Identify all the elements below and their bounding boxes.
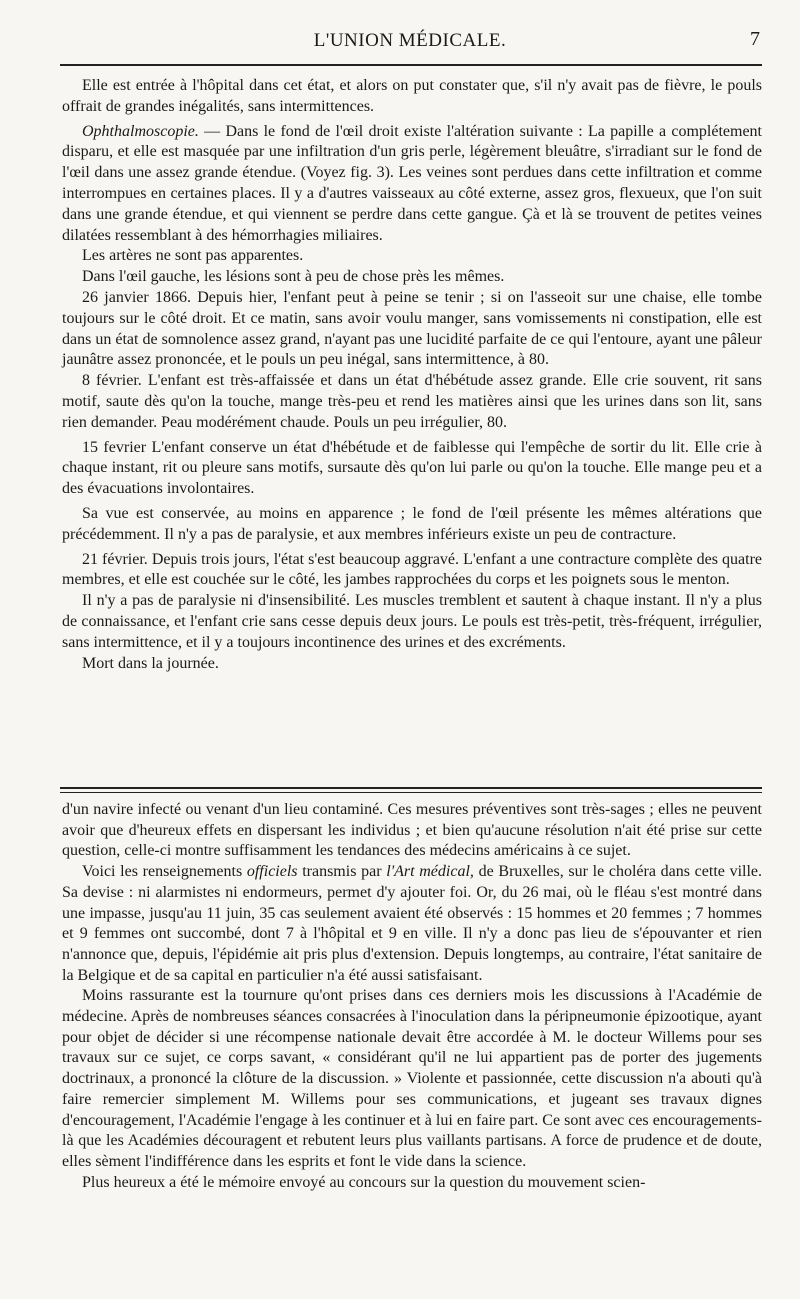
- paragraph: Sa vue est conservée, au moins en apparence ; le fond de l'œil présente les mêmes altérations que précédemment. Il n'y a pas de paralysie, et aux membres inférieurs existe un peu de contracture.: [62, 504, 762, 543]
- paragraph: d'un navire infecté ou venant d'un lieu contaminé. Ces mesures préventives sont très-sages ; elles ne peuvent avoir que d'heureux effets en dispersant les individus ; et bien qu'aucune résolution n'ait été prise sur cette question, celle-ci montre suffisamment les tendances des médecins américains à ce sujet.: [62, 801, 762, 860]
- paragraph: 21 février. Depuis trois jours, l'état s'est beaucoup aggravé. L'enfant a une contracture complète des quatre membres, et elle est couchée sur le côté, les jambes rapprochées du corps et les poignets sous le menton.: [62, 550, 762, 589]
- paragraph: Moins rassurante est la tournure qu'ont prises dans ces derniers mois les discussions à l'Académie de médecine. Après de nombreuses séances consacrées à l'inoculation dans la péripneumonie épizootique, ayant pour objet de décider si une récompense nationale devait être accordée à M. le docteur Willems pour ses travaux sur ce sujet, ce corps savant, « considérant qu'il ne lui appartient pas de porter des jugements doctrinaux, a prononcé la clôture de la discussion. » Violente et passionnée, cette discussion n'a abouti qu'à faire remercier simplement M. Willems pour ses communications, et jugeant ses travaux dignes d'encouragement, l'Académie l'engage à les continuer et à lui en faire part. Ce sont avec ces encouragements-là que les Académies découragent et rebutent leurs plus vaillants partisans. A force de prudence et de doute, elles sèment l'indifférence dans les esprits et font le vide dans la science.: [62, 987, 762, 1170]
- paragraph: 8 février. L'enfant est très-affaissée et dans un état d'hébétude assez grande. Elle crie souvent, rit sans motif, saute dès qu'on la touche, mange très-peu et rend les matières ainsi que les urines dans son lit, sans rien demander. Peau modérément chaude. Pouls un peu irrégulier, 80.: [62, 372, 762, 431]
- paragraph: Voici les renseignements officiels transmis par l'Art médical, de Bruxelles, sur le choléra dans cette ville. Sa devise : ni alarmistes ni endormeurs, permet d'y ajouter foi. Or, du 26 mai, où le fléau s'est montré dans une impasse, jusqu'au 11 juin, 35 cas seulement avaient été observés : 15 hommes et 20 femmes ; 7 hommes et 9 femmes ont succombé, dont 7 à l'hôpital et 9 en ville. Il n'y a donc pas lieu de s'épouvanter et rien n'annonce que, depuis, l'épidémie ait pris plus d'extension. Depuis longtemps, au contraire, l'état sanitaire de la Belgique et de sa capital en particulier n'a été aussi satisfaisant.: [62, 863, 763, 984]
- section-divider: [60, 787, 762, 793]
- paragraph: Mort dans la journée.: [82, 654, 219, 672]
- paragraph: Plus heureux a été le mémoire envoyé au concours sur la question du mouvement scien-: [82, 1173, 646, 1191]
- journal-title: L'UNION MÉDICALE.: [313, 30, 507, 51]
- case-report-section: [62, 76, 762, 674]
- paragraph-ophthalmoscopie: Ophthalmoscopie. — Dans le fond de l'œil droit existe l'altération suivante : La papille a complétement disparu, et elle est masquée par une infiltration d'un gris perle, légèrement bleuâtre, s'irradiant sur le fond de l'œil dans une assez grande étendue. (Voyez fig. 3). Les veines sont perdues dans cette infiltration et comme interrompues en certaines places. Il y a d'autres vaisseaux au côté externe, assez gros, flexueux, que l'on suit dans une grande étendue, et qui viennent se perdre dans cette gangue. Çà et là se trouvent de petites veines dilatées ressemblant à des hémorrhagies miliaires.: [62, 122, 762, 244]
- paragraph: 15 fevrier L'enfant conserve un état d'hébétude et de faiblesse qui l'empêche de sortir du lit. Elle crie à chaque instant, rit ou pleure sans motifs, sursaute dès qu'on lui parle ou qu'on la touche. Elle mange peu et a des évacuations involontaires.: [62, 438, 762, 498]
- paragraph: Elle est entrée à l'hôpital dans cet état, et alors on put constater que, s'il n'y avait pas de fièvre, le pouls offrait de grandes inégalités, sans intermittences.: [62, 77, 762, 115]
- paragraph: Il n'y a pas de paralysie ni d'insensibilité. Les muscles tremblent et sautent à chaque instant. Il n'y a plus de connaissance, et l'enfant crie sans cesse depuis deux jours. Le pouls est très-petit, très-fréquent, irrégulier, sans intermittence, et il y a toujours incontinence des urines et des excréments.: [62, 592, 762, 651]
- paragraph: Les artères ne sont pas apparentes.: [82, 247, 304, 265]
- paragraph: Dans l'œil gauche, les lésions sont à peu de chose près les mêmes.: [82, 268, 505, 286]
- chronicle-section: [62, 800, 762, 1193]
- header-rule: [60, 64, 762, 66]
- page-number: 7: [750, 28, 760, 50]
- paragraph: 26 janvier 1866. Depuis hier, l'enfant peut à peine se tenir ; si on l'asseoit sur une chaise, elle tombe toujours sur le côté droit. Et ce matin, sans avoir voulu manger, sans vomissements ni constipation, elle est dans un état de somnolence assez grand, n'ayant pas une lucidité parfaite de ce qui l'entoure, ayant une pâleur jaunâtre assez prononcée, et le pouls un peu inégal, sans intermittence, à 80.: [62, 288, 762, 369]
- running-header: [60, 26, 760, 56]
- section-label: Ophthalmoscopie.: [82, 122, 199, 140]
